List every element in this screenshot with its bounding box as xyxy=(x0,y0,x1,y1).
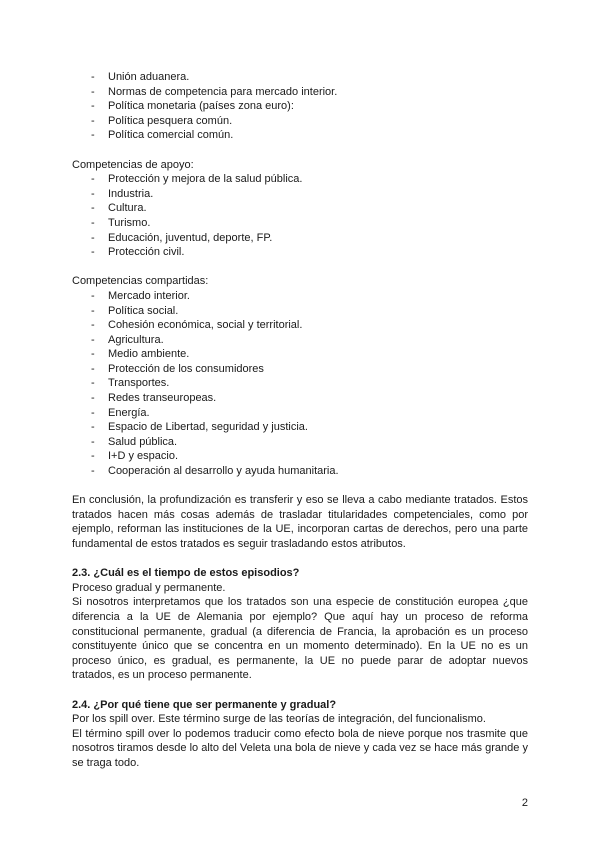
list-item: - Medio ambiente. xyxy=(72,347,528,362)
list-item: - Protección y mejora de la salud pública. xyxy=(72,172,528,187)
section-2-3-body: Si nosotros interpretamos que los tratados son una especie de constitución europea ¿que diferencia a la UE de Alemania por ejemplo? Que aquí hay un proceso de reforma constitucional permanente, gradual (a diferencia de Francia, la aprobación es un proceso constituyente único que se concentra en un momento determinado). En la UE no es un proceso único, es gradual, es permanente, la UE no puede parar de adoptar nuevos tratados, es un proceso permanente. xyxy=(72,596,528,682)
list-item: - Política pesquera común. xyxy=(72,114,528,129)
support-competences-list xyxy=(72,172,528,260)
section-2-4-intro: Por los spill over. Este término surge de las teorías de integración, del funcionalismo. xyxy=(72,713,486,726)
list-item: - I+D y espacio. xyxy=(72,449,528,464)
list-item: - Cooperación al desarrollo y ayuda humanitaria. xyxy=(72,464,528,479)
list-item: - Espacio de Libertad, seguridad y justicia. xyxy=(72,420,528,435)
list-item: - Mercado interior. xyxy=(72,289,528,304)
shared-competences-list xyxy=(72,289,528,479)
list-item: - Industria. xyxy=(72,187,528,202)
list-item: - Política social. xyxy=(72,304,528,319)
page-content xyxy=(72,70,528,771)
page-number: 2 xyxy=(521,797,528,809)
section-2-4-heading: 2.4. ¿Por qué tiene que ser permanente y gradual? xyxy=(72,698,337,711)
list-item: - Salud pública. xyxy=(72,435,528,450)
conclusion-paragraph: En conclusión, la profundización es transferir y eso se lleva a cabo mediante tratados. Estos tratados hacen más cosas además de trasladar titularidades competenciales, como por ejemplo, reforman las instituciones de la UE, incorporan cartas de derechos, pero una parte fundamental de estos tratados es seguir trasladando estos atributos. xyxy=(72,494,528,550)
list-item: - Energía. xyxy=(72,406,528,421)
section-2-4-body: El término spill over lo podemos traducir como efecto bola de nieve porque nos trasmite que nosotros tiramos desde lo alto del Veleta una bola de nieve y cada vez se hace más grande y se traga todo. xyxy=(72,727,528,769)
list-item: - Protección de los consumidores xyxy=(72,362,528,377)
list-item: - Política comercial común. xyxy=(72,128,528,143)
list-item: - Unión aduanera. xyxy=(72,70,528,85)
list-item: - Redes transeuropeas. xyxy=(72,391,528,406)
section-2-3-intro: Proceso gradual y permanente. xyxy=(72,581,226,594)
list-item: - Transportes. xyxy=(72,376,528,391)
list-item: - Cohesión económica, social y territorial. xyxy=(72,318,528,333)
list-item: - Protección civil. xyxy=(72,245,528,260)
section-2-3-heading: 2.3. ¿Cuál es el tiempo de estos episodios? xyxy=(72,567,300,580)
shared-competences-title: Competencias compartidas: xyxy=(72,275,209,288)
list-item: - Turismo. xyxy=(72,216,528,231)
support-competences-title: Competencias de apoyo: xyxy=(72,158,194,171)
exclusive-competences-list xyxy=(72,70,528,143)
list-item: - Educación, juventud, deporte, FP. xyxy=(72,231,528,246)
list-item: - Agricultura. xyxy=(72,333,528,348)
list-item: - Cultura. xyxy=(72,201,528,216)
list-item: - Política monetaria (países zona euro): xyxy=(72,99,528,114)
list-item: - Normas de competencia para mercado interior. xyxy=(72,85,528,100)
